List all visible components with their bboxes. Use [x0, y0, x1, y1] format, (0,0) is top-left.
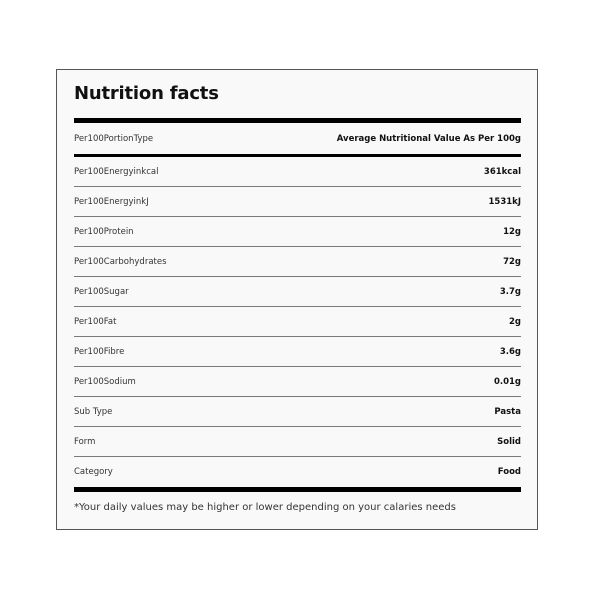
- page-title: Nutrition facts: [74, 83, 219, 104]
- row-value: 3.6g: [499, 346, 521, 357]
- table-header-row: [74, 123, 521, 154]
- table-row: [74, 277, 521, 307]
- nutrition-facts-content: [74, 70, 521, 529]
- header-value: Average Nutritional Value As Per 100g: [336, 133, 521, 144]
- table-row: [74, 157, 521, 187]
- row-value: 3.7g: [499, 286, 521, 297]
- table-row: [74, 367, 521, 397]
- row-value: 72g: [503, 256, 521, 267]
- header-label: Per100PortionType: [74, 133, 154, 144]
- row-value: 1531kJ: [488, 196, 521, 207]
- table-row: [74, 337, 521, 367]
- nutrition-table: [74, 123, 521, 492]
- row-label: Per100Fat: [74, 316, 117, 327]
- table-row: [74, 457, 521, 487]
- row-label: Per100Sugar: [74, 286, 129, 297]
- row-label: Form: [74, 436, 96, 447]
- row-label: Per100Energyinkcal: [74, 166, 159, 177]
- row-value: 2g: [509, 316, 521, 327]
- row-label: Category: [74, 467, 113, 477]
- row-label: Per100Sodium: [74, 376, 136, 387]
- row-value: Solid: [497, 436, 521, 447]
- row-value: Pasta: [494, 406, 521, 417]
- footnote: *Your daily values may be higher or lower depending on your calaries needs: [74, 502, 456, 513]
- row-label: Sub Type: [74, 406, 113, 417]
- row-label: Per100EnergyinkJ: [74, 196, 149, 207]
- table-row: [74, 217, 521, 247]
- table-row: [74, 397, 521, 427]
- row-label: Per100Protein: [74, 226, 134, 237]
- table-row: [74, 187, 521, 217]
- row-value: 361kcal: [483, 166, 521, 177]
- table-row: [74, 247, 521, 277]
- row-value: 0.01g: [493, 376, 521, 387]
- row-value: 12g: [503, 226, 521, 237]
- bottom-thick-rule: [74, 487, 521, 492]
- row-label: Per100Carbohydrates: [74, 256, 167, 267]
- table-row: [74, 307, 521, 337]
- row-label: Per100Fibre: [74, 346, 125, 357]
- row-value: Food: [497, 467, 521, 477]
- nutrition-facts-panel: [56, 69, 538, 530]
- table-row: [74, 427, 521, 457]
